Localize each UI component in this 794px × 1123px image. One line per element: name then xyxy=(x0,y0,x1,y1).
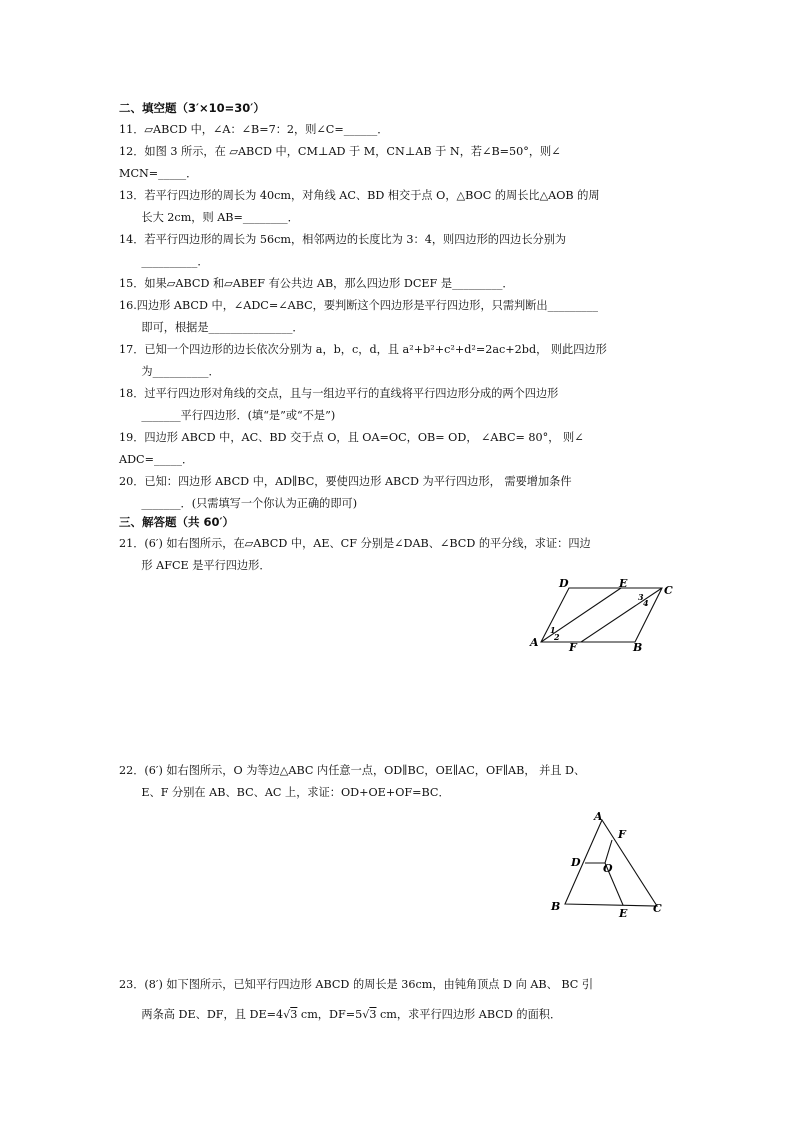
q23-block xyxy=(119,970,675,1030)
fig21-label-c: C xyxy=(664,584,673,597)
fig21-line-fc xyxy=(581,588,662,642)
q20-line2: _______．(只需填写一个你认为正确的即可) xyxy=(119,497,358,510)
q21-line2: 形 AFCE 是平行四边形． xyxy=(119,559,271,572)
fig21-label-angle4: 4 xyxy=(643,598,649,608)
fig21-label-angle1: 1 xyxy=(550,625,556,635)
q12-line2: MCN=_____． xyxy=(119,167,198,180)
fig21-label-a: A xyxy=(530,636,539,649)
fig22-label-a: A xyxy=(594,810,603,823)
sqrt-radicand-2: 3 xyxy=(369,1008,377,1021)
fig22-label-d: D xyxy=(571,856,581,869)
q19-line1: 19．四边形 ABCD 中，AC、BD 交于点 O，且 OA=OC，OB= OD， ∠ABC= 80°， 则∠ xyxy=(119,431,584,444)
sqrt-radicand-1: 3 xyxy=(290,1008,298,1021)
q23-line2-part-c: cm，求平行四边形 ABCD 的面积． xyxy=(376,1008,562,1021)
q22-block xyxy=(119,760,675,804)
q23-line1: 23．(8′) 如下图所示，已知平行四边形 ABCD 的周长是 36cm，由钝角顶点 D 向 AB、 BC 引 xyxy=(119,978,594,991)
q16-line2: 即可，根据是_______________． xyxy=(119,321,304,334)
q22-line2: E、F 分别在 AB、BC、AC 上，求证：OD+OE+OF=BC． xyxy=(119,786,450,799)
fig21-label-angle3: 3 xyxy=(638,592,644,602)
fig21-label-f: F xyxy=(569,641,577,653)
q18-line1: 18．过平行四边形对角线的交点，且与一组边平行的直线将平行四边形分成的两个四边形 xyxy=(119,387,559,400)
q17-line1: 17．已知一个四边形的边长依次分别为 a，b，c，d，且 a²+b²+c²+d²=2ac+2bd， 则此四边形 xyxy=(119,343,607,356)
q16-line1: 16.四边形 ABCD 中，∠ADC=∠ABC，要判断这个四边形是平行四边形，只需判断出_________ xyxy=(119,299,598,312)
q23-line2-part-a: 两条高 DE、DF，且 DE=4 xyxy=(119,1008,284,1021)
q15: 15．如果▱ABCD 和▱ABEF 有公共边 AB，那么四边形 DCEF 是_________． xyxy=(119,277,514,290)
section-solutions xyxy=(119,511,675,577)
section3-title: 三、解答题（共 60′） xyxy=(119,515,235,529)
q13-line1: 13．若平行四边形的周长为 40cm，对角线 AC、BD 相交于点 O，△BOC 的周长比△AOB 的周 xyxy=(119,189,600,202)
fig22-line-of xyxy=(605,840,612,863)
fig21-label-b: B xyxy=(633,641,643,653)
q11: 11．▱ABCD 中，∠A：∠B=7：2，则∠C=______． xyxy=(119,123,389,136)
fig22-label-o: O xyxy=(603,862,613,875)
q19-line2: ADC=_____． xyxy=(119,453,194,466)
q18-line2: _______平行四边形．(填“是”或“不是”) xyxy=(119,409,336,422)
fig22-label-c: C xyxy=(653,902,662,915)
q13-line2: 长大 2cm，则 AB=________． xyxy=(119,211,299,224)
section-fill-in xyxy=(119,97,675,515)
figure-21-parallelogram xyxy=(526,575,676,653)
section2-title: 二、填空题（3′×10=30′） xyxy=(119,101,265,115)
fig21-label-e: E xyxy=(619,577,628,590)
q12-line1: 12．如图 3 所示，在 ▱ABCD 中，CM⊥AD 于 M，CN⊥AB 于 N，若∠B=50°，则∠ xyxy=(119,145,561,158)
fig21-label-d: D xyxy=(559,577,569,590)
fig22-label-b: B xyxy=(551,900,561,913)
sqrt-symbol-2: √3 xyxy=(362,1008,377,1021)
q23-line2-part-b: cm，DF=5 xyxy=(297,1008,363,1021)
q23-line2 xyxy=(119,1000,675,1030)
fig21-label-angle2: 2 xyxy=(554,632,560,642)
q22-line1: 22．(6′) 如右图所示，O 为等边△ABC 内任意一点，OD∥BC，OE∥AC，OF∥AB， 并且 D、 xyxy=(119,764,586,777)
q14-line1: 14．若平行四边形的周长为 56cm，相邻两边的长度比为 3：4，则四边形的四边长分别为 xyxy=(119,233,567,246)
q20-line1: 20．已知：四边形 ABCD 中，AD∥BC，要使四边形 ABCD 为平行四边形， 需要增加条件 xyxy=(119,475,572,488)
sqrt-symbol-1: √3 xyxy=(283,1008,298,1021)
figure-22-triangle xyxy=(545,810,670,920)
fig22-label-e: E xyxy=(619,907,628,920)
fig22-label-f: F xyxy=(618,828,626,841)
q14-line2: __________． xyxy=(119,255,209,268)
q21-line1: 21．(6′) 如右图所示，在▱ABCD 中，AE、CF 分别是∠DAB、∠BCD 的平分线，求证：四边 xyxy=(119,537,591,550)
q17-line2: 为__________． xyxy=(119,365,220,378)
